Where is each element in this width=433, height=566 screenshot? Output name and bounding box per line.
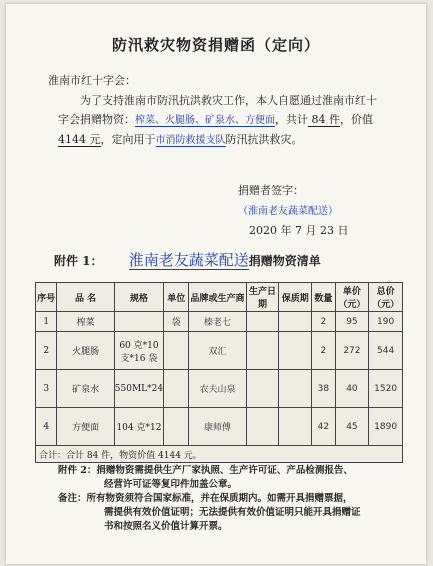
- attachment-heading: [54, 249, 321, 270]
- row-unit: 袋: [164, 312, 189, 332]
- row-brand: 康师傅: [189, 408, 246, 446]
- note-remark-cont-2: 书和按照名义价值计算开票。: [104, 521, 228, 532]
- header-cell: 总价（元）: [369, 283, 403, 312]
- header-cell: 保质期: [279, 283, 312, 312]
- donated-value: 4144 元: [58, 133, 101, 146]
- row-name: 方便面: [57, 408, 114, 446]
- row-no: 1: [36, 312, 57, 332]
- header-cell: 品 名: [57, 283, 114, 312]
- row-qty: 2: [312, 332, 335, 370]
- note-attachment-2-cont: 经营许可证等复印件加盖公章。: [104, 479, 238, 490]
- row-spec: 60 克*10 支*16 袋: [114, 332, 163, 370]
- row-brand: 榛老七: [189, 312, 246, 332]
- row-price: 272: [335, 332, 369, 370]
- row-qty: 38: [312, 370, 335, 408]
- body-text-3: ，价值: [340, 113, 373, 126]
- total-summary: 合计：合计 84 件，物资价值 4144 元。: [36, 446, 403, 463]
- signer-name: （淮南老友蔬菜配送）: [238, 206, 338, 217]
- row-no: 2: [36, 332, 57, 370]
- row-qty: 42: [312, 408, 335, 446]
- note-remark-cont-1: 需提供有效价值证明；无法提供有效价值证明只能开具捐赠证: [104, 507, 361, 518]
- sign-date: 2020 年 7 月 23 日: [249, 224, 349, 237]
- header-cell: 序号: [36, 283, 57, 312]
- row-total: 1890: [369, 408, 403, 446]
- header-cell: 单价（元）: [335, 283, 369, 312]
- table-row: [36, 370, 403, 408]
- row-name: 榨菜: [57, 312, 114, 332]
- row-date: [246, 370, 279, 408]
- attachment-label: 附件 1：: [54, 254, 103, 268]
- donated-count: 84 件: [308, 113, 340, 126]
- supplier-name: 淮南老友蔬菜配送: [128, 251, 249, 269]
- table-row: [36, 408, 403, 446]
- body-text-5: 防汛抗洪救灾。: [225, 133, 303, 146]
- row-no: 4: [36, 408, 57, 446]
- row-shelf: [279, 312, 312, 332]
- greeting: 淮南市红十字会：: [48, 74, 136, 87]
- row-name: 矿泉水: [57, 370, 114, 408]
- row-spec: [114, 312, 163, 332]
- row-unit: [164, 332, 189, 370]
- body-text-4: ，定向用于: [100, 133, 156, 146]
- notes-section: [58, 464, 403, 534]
- row-spec: 550ML*24: [114, 370, 163, 408]
- header-cell: 单位: [164, 283, 189, 312]
- row-shelf: [279, 370, 312, 408]
- header-cell: 品牌或生产商: [189, 283, 246, 312]
- row-unit: [164, 370, 189, 408]
- row-spec: 104 克*12: [114, 408, 163, 446]
- table-total-row: [36, 446, 403, 463]
- row-unit: [164, 408, 189, 446]
- row-shelf: [279, 408, 312, 446]
- attachment-title: 捐赠物资清单: [248, 254, 321, 268]
- header-cell: 数量: [312, 283, 335, 312]
- row-price: 40: [335, 370, 369, 408]
- donation-target: 市消防救援支队: [155, 135, 226, 146]
- header-cell: 规格: [114, 283, 163, 312]
- row-date: [246, 312, 279, 332]
- table-row: [36, 312, 403, 332]
- letter-body: [58, 91, 383, 150]
- row-shelf: [279, 332, 312, 370]
- row-brand: 双汇: [189, 332, 246, 370]
- donation-items-table: [35, 282, 403, 463]
- row-qty: 2: [312, 312, 335, 332]
- row-total: 544: [369, 332, 403, 370]
- body-text-1: 为了支持淮南市防汛抗洪救灾工作，本人自愿通过淮南市红十字会捐赠物资：: [58, 94, 377, 126]
- row-date: [246, 408, 279, 446]
- row-date: [246, 332, 279, 370]
- row-no: 3: [36, 370, 57, 408]
- note-attachment-2: 附件 2：捐赠物资需提供生产厂家执照、生产许可证、产品检测报告、: [58, 465, 353, 476]
- donated-goods: 榨菜、火腿肠、矿泉水、方便面: [135, 115, 275, 126]
- row-name: 火腿肠: [57, 332, 114, 370]
- page-title: 防汛救灾物资捐赠函（定向）: [111, 36, 320, 54]
- document-page: [6, 4, 426, 564]
- note-remark: 备注：所有物资须符合国家标准，并在保质期内。如需开具捐赠票据，: [58, 493, 353, 504]
- row-price: 95: [335, 312, 369, 332]
- row-brand: 农夫山泉: [189, 370, 246, 408]
- body-text-2: ，共计: [275, 113, 308, 126]
- row-total: 1520: [369, 370, 403, 408]
- table-row: [36, 332, 403, 370]
- table-header-row: [36, 283, 403, 312]
- row-total: 190: [369, 312, 403, 332]
- row-price: 45: [335, 408, 369, 446]
- sign-label: 捐赠者签字：: [238, 184, 304, 197]
- header-cell: 生产日期: [246, 283, 279, 312]
